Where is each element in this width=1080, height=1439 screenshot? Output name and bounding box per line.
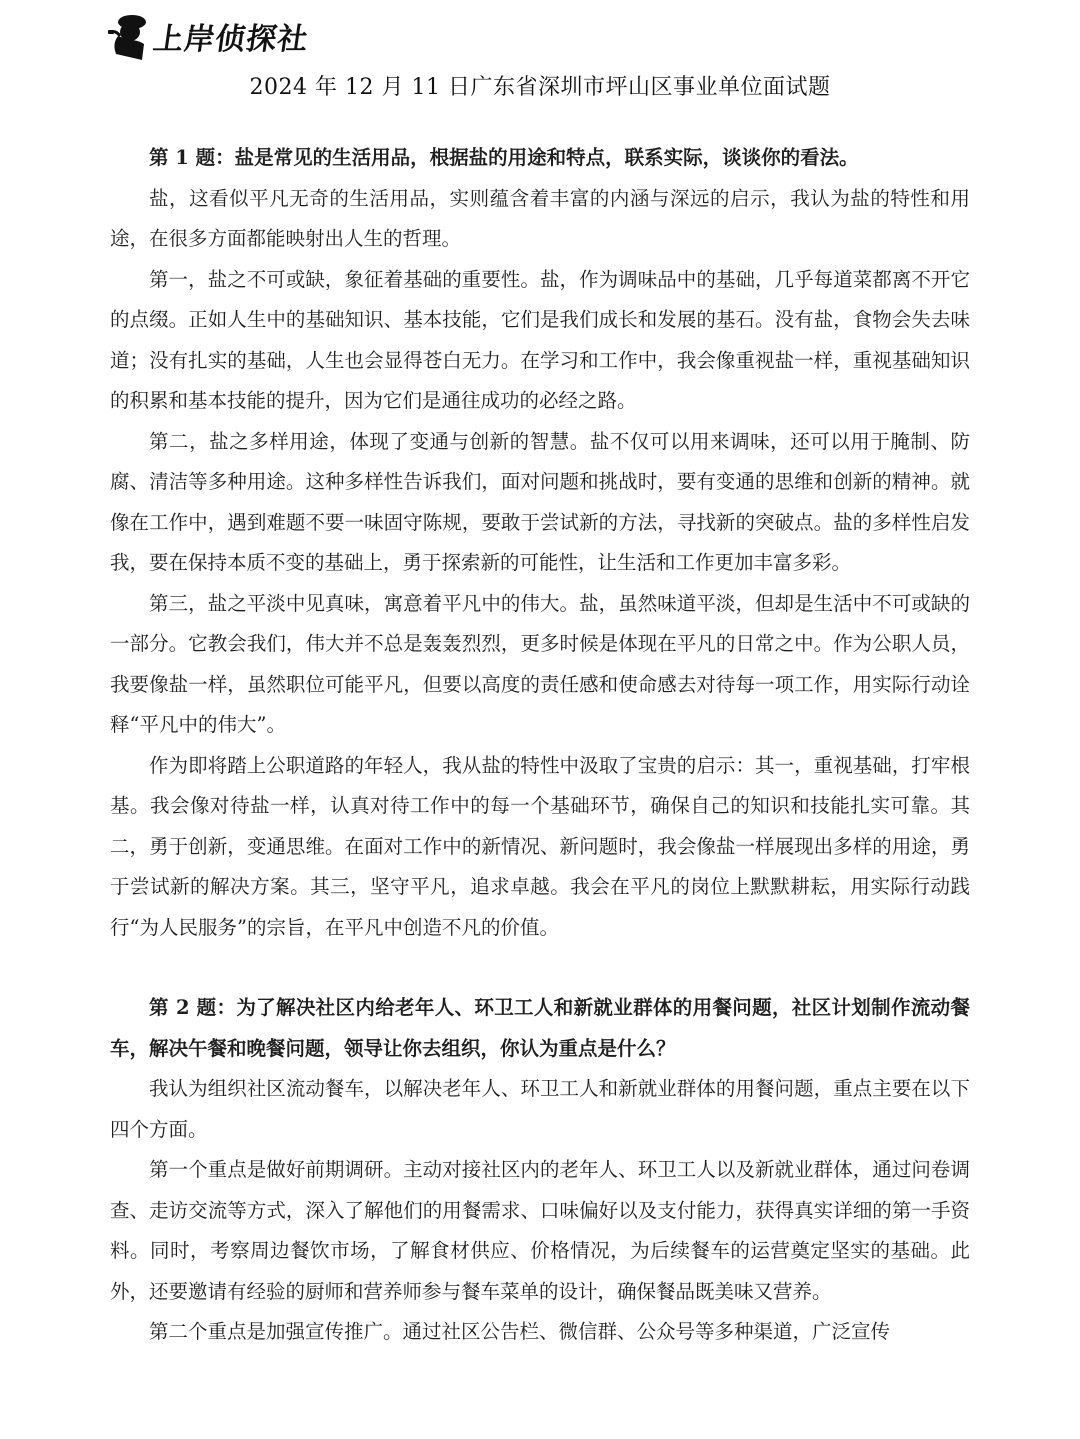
q1-paragraph: 第二，盐之多样用途，体现了变通与创新的智慧。盐不仅可以用来调味，还可以用于腌制、防腐、清洁等多种用途。这种多样性告诉我们，面对问题和挑战时，要有变通的思维和创新的精神。就像在工作中，遇到难题不要一味固守陈规，要敢于尝试新的方法，寻找新的突破点。盐的多样性启发我，要在保持本质不变的基础上，勇于探索新的可能性，让生活和工作更加丰富多彩。 [110, 429, 970, 574]
document-title: 2024 年 12 月 11 日广东省深圳市坪山区事业单位面试题 [249, 75, 831, 100]
q1-paragraph: 作为即将踏上公职道路的年轻人，我从盐的特性中汲取了宝贵的启示：其一，重视基础，打牢根基。我会像对待盐一样，认真对待工作中的每一个基础环节，确保自己的知识和技能扎实可靠。其二，勇于创新，变通思维。在面对工作中的新情况、新问题时，我会像盐一样展现出多样的用途，勇于尝试新的解决方案。其三，坚守平凡，追求卓越。我会在平凡的岗位上默默耕耘，用实际行动践行“为人民服务”的宗旨，在平凡中创造不凡的价值。 [110, 753, 970, 939]
document-body [110, 138, 970, 1353]
q1-paragraph: 第一，盐之不可或缺，象征着基础的重要性。盐，作为调味品中的基础，几乎每道菜都离不开它的点缀。正如人生中的基础知识、基本技能，它们是我们成长和发展的基石。没有盐，食物会失去味道；没有扎实的基础，人生也会显得苍白无力。在学习和工作中，我会像重视盐一样，重视基础知识的积累和基本技能的提升，因为它们是通往成功的必经之路。 [110, 267, 970, 412]
brand-header [108, 8, 309, 64]
question-2: 第 2 题：为了解决社区内给老年人、环卫工人和新就业群体的用餐问题，社区计划制作流动餐车，解决午餐和晚餐问题，领导让你去组织，你认为重点是什么？ [110, 996, 970, 1060]
q1-paragraph: 第三，盐之平淡中见真味，寓意着平凡中的伟大。盐，虽然味道平淡，但却是生活中不可或缺的一部分。它教会我们，伟大并不总是轰轰烈烈，更多时候是体现在平凡的日常之中。作为公职人员，我要像盐一样，虽然职位可能平凡，但要以高度的责任感和使命感去对待每一项工作，用实际行动诠释“平凡中的伟大”。 [110, 591, 970, 736]
q2-paragraph: 第二个重点是加强宣传推广。通过社区公告栏、微信群、公众号等多种渠道，广泛宣传 [149, 1320, 891, 1343]
detective-logo-icon [108, 10, 152, 62]
q2-paragraph: 我认为组织社区流动餐车，以解决老年人、环卫工人和新就业群体的用餐问题，重点主要在以下四个方面。 [110, 1077, 970, 1141]
section-spacer [110, 948, 970, 988]
q2-paragraph: 第一个重点是做好前期调研。主动对接社区内的老年人、环卫工人以及新就业群体，通过问卷调查、走访交流等方式，深入了解他们的用餐需求、口味偏好以及支付能力，获得真实详细的第一手资料。同时，考察周边餐饮市场，了解食材供应、价格情况，为后续餐车的运营奠定坚实的基础。此外，还要邀请有经验的厨师和营养师参与餐车菜单的设计，确保餐品既美味又营养。 [110, 1158, 970, 1303]
brand-name: 上岸侦探社 [151, 22, 311, 57]
question-1: 第 1 题：盐是常见的生活用品，根据盐的用途和特点，联系实际，谈谈你的看法。 [149, 146, 859, 169]
q1-paragraph: 盐，这看似平凡无奇的生活用品，实则蕴含着丰富的内涵与深远的启示，我认为盐的特性和用途，在很多方面都能映射出人生的哲理。 [110, 186, 970, 250]
